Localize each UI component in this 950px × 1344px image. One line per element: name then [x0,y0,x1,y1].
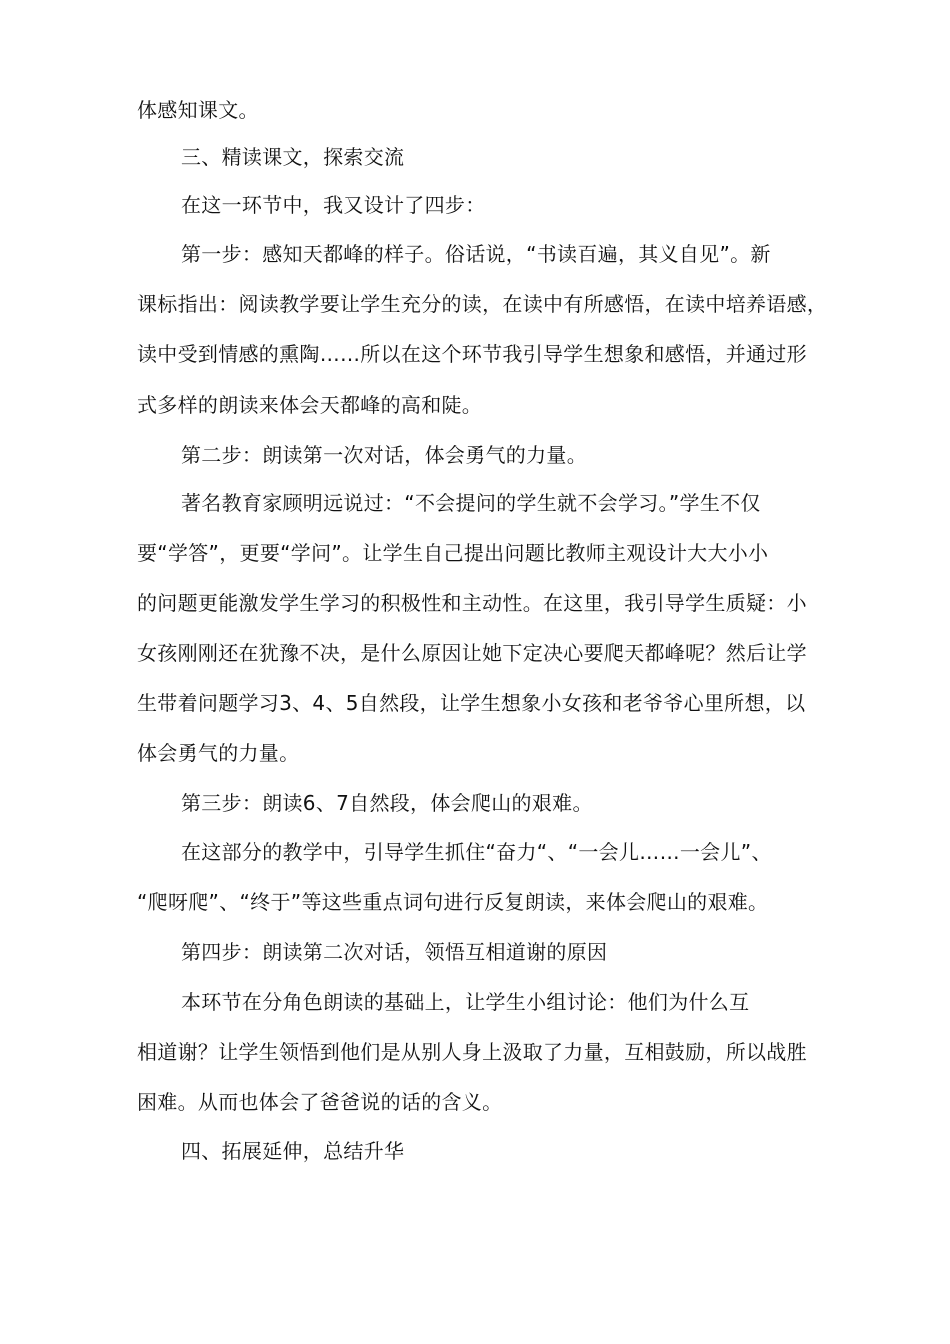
text-line: 体会勇气的力量。 [137,741,300,765]
text-line: 课标指出：阅读教学要让学生充分的读，在读中有所感悟，在读中培养语感， [137,292,828,316]
section-heading: 三、精读课文，探索交流 [181,145,405,169]
text-line: 生带着问题学习3、4、5自然段，让学生想象小女孩和老爷爷心里所想，以 [137,691,806,715]
text-line: 著名教育家顾明远说过：“不会提问的学生就不会学习。”学生不仅 [181,491,761,515]
step-heading: 第四步：朗读第二次对话，领悟互相道谢的原因 [181,940,608,964]
text-line: 在这部分的教学中，引导学生抓住“奋力“、“一会儿……一会儿”、 [181,840,772,864]
text-line: 在这一环节中，我又设计了四步： [181,193,486,217]
text-line: “爬呀爬”、“终于”等这些重点词句进行反复朗读，来体会爬山的艰难。 [137,890,769,914]
text-line: 本环节在分角色朗读的基础上，让学生小组讨论：他们为什么互 [181,990,750,1014]
text-line: 式多样的朗读来体会天都峰的高和陡。 [137,393,483,417]
section-heading: 四、拓展延伸，总结升华 [181,1139,405,1163]
text-line: 体感知课文。 [137,98,259,122]
text-line: 读中受到情感的熏陶……所以在这个环节我引导学生想象和感悟，并通过形 [137,342,807,366]
step-heading: 第三步：朗读6、7自然段，体会爬山的艰难。 [181,791,593,815]
text-line: 的问题更能激发学生学习的积极性和主动性。在这里，我引导学生质疑：小 [137,591,807,615]
text-line: 要“学答”，更要“学问”。让学生自己提出问题比教师主观设计大大小小 [137,541,769,565]
step-heading: 第一步：感知天都峰的样子。俗话说，“书读百遍，其义自见”。新 [181,242,771,266]
step-heading: 第二步：朗读第一次对话，体会勇气的力量。 [181,443,587,467]
text-line: 女孩刚刚还在犹豫不决，是什么原因让她下定决心要爬天都峰呢？然后让学 [137,641,807,665]
text-line: 相道谢？让学生领悟到他们是从别人身上汲取了力量，互相鼓励，所以战胜 [137,1040,807,1064]
text-line: 困难。从而也体会了爸爸说的话的含义。 [137,1090,503,1114]
